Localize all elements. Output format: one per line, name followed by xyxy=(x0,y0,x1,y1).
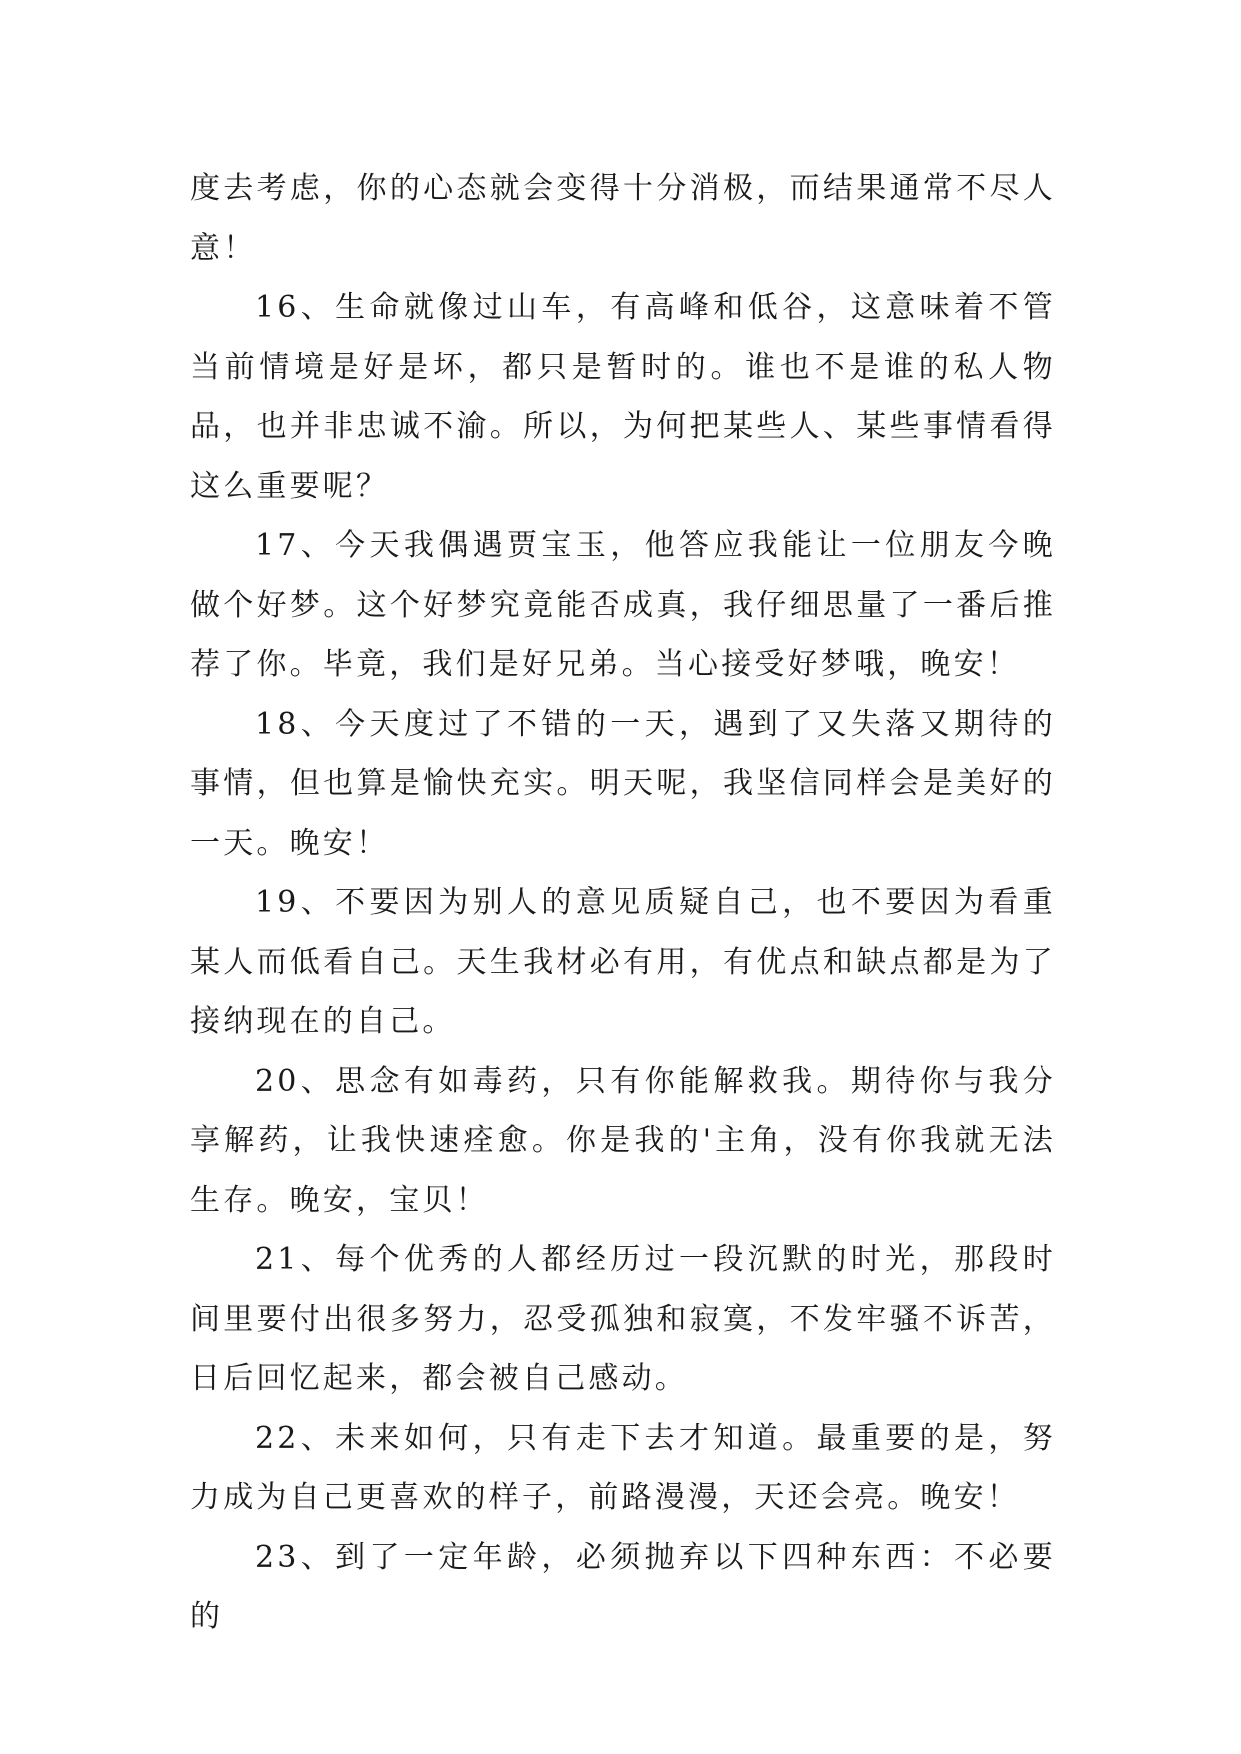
paragraph-16: 16、生命就像过山车，有高峰和低谷，这意味着不管当前情境是好是坏，都只是暂时的。谁也不是谁的私人物品，也并非忠诚不渝。所以，为何把某些人、某些事情看得这么重要呢？ xyxy=(190,290,1056,504)
paragraph-23: 23、到了一定年龄，必须抛弃以下四种东西：不必要的 xyxy=(190,1539,1056,1634)
document-body xyxy=(190,159,1056,1647)
paragraph-17: 17、今天我偶遇贾宝玉，他答应我能让一位朋友今晚做个好梦。这个好梦究竟能否成真，我仔细思量了一番后推荐了你。毕竟，我们是好兄弟。当心接受好梦哦，晚安！ xyxy=(190,528,1056,682)
paragraph-19: 19、不要因为别人的意见质疑自己，也不要因为看重某人而低看自己。天生我材必有用，有优点和缺点都是为了接纳现在的自己。 xyxy=(190,885,1056,1039)
paragraph-22: 22、未来如何，只有走下去才知道。最重要的是，努力成为自己更喜欢的样子，前路漫漫，天还会亮。晚安！ xyxy=(190,1420,1056,1515)
paragraph-20: 20、思念有如毒药，只有你能解救我。期待你与我分享解药，让我快速痊愈。你是我的'主角，没有你我就无法生存。晚安，宝贝！ xyxy=(190,1063,1056,1218)
paragraph-21: 21、每个优秀的人都经历过一段沉默的时光，那段时间里要付出很多努力，忍受孤独和寂寞，不发牢骚不诉苦，日后回忆起来，都会被自己感动。 xyxy=(190,1242,1056,1396)
paragraph-18: 18、今天度过了不错的一天，遇到了又失落又期待的事情，但也算是愉快充实。明天呢，我坚信同样会是美好的一天。晚安！ xyxy=(190,706,1056,861)
paragraph-15-continued: 度去考虑，你的心态就会变得十分消极，而结果通常不尽人意！ xyxy=(190,171,1056,266)
